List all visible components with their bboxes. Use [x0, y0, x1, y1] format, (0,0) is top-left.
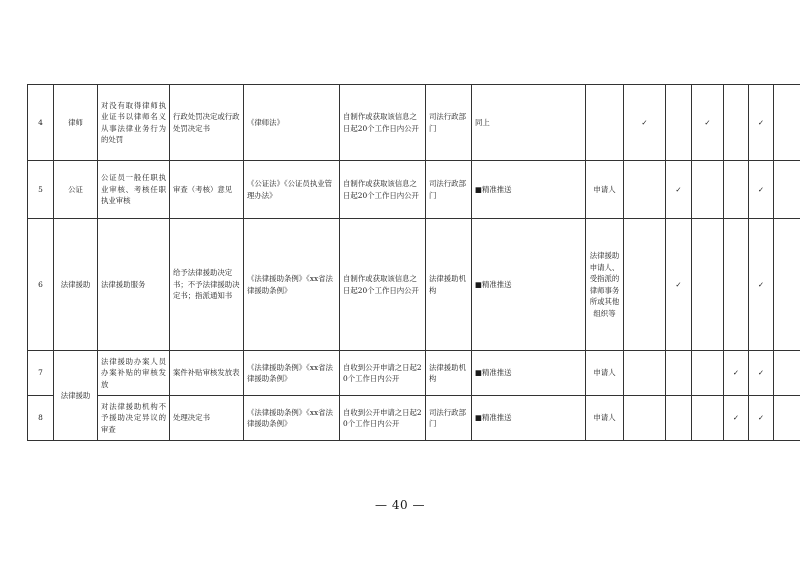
- item-cell: 对法律援助机构不予援助决定异议的审查: [98, 396, 170, 441]
- check-mark: ✓: [749, 85, 774, 161]
- check-mark: [624, 161, 666, 219]
- check-mark: ✓: [724, 396, 749, 441]
- table-row: [28, 219, 800, 351]
- basis-cell: 行政处罚决定或行政处罚决定书: [170, 85, 244, 161]
- check-mark: [774, 351, 800, 396]
- check-mark: ✓: [749, 351, 774, 396]
- target-cell: 申请人: [586, 161, 624, 219]
- row-number: 6: [28, 219, 54, 351]
- period-cell: 自制作或获取该信息之日起20个工作日内公开: [340, 161, 426, 219]
- period-cell: 自制作或获取该信息之日起20个工作日内公开: [340, 85, 426, 161]
- check-mark: [774, 85, 800, 161]
- row-number: 4: [28, 85, 54, 161]
- basis-cell: 案件补贴审核发放表: [170, 351, 244, 396]
- page-number: — 40 —: [375, 498, 425, 512]
- category-cell: 公证: [54, 161, 98, 219]
- target-cell: [586, 85, 624, 161]
- method-cell: ■精准推送: [472, 396, 586, 441]
- unit-cell: 法律援助机构: [426, 351, 472, 396]
- unit-cell: 司法行政部门: [426, 161, 472, 219]
- check-mark: [692, 219, 724, 351]
- unit-cell: 司法行政部门: [426, 85, 472, 161]
- table-row: [28, 396, 800, 441]
- check-mark: ✓: [749, 219, 774, 351]
- period-cell: 自收到公开申请之日起20个工作日内公开: [340, 396, 426, 441]
- basis-cell: 给予法律援助决定书；不予法律援助决定书；指派通知书: [170, 219, 244, 351]
- row-number: 7: [28, 351, 54, 396]
- check-mark: [724, 161, 749, 219]
- row-number: 5: [28, 161, 54, 219]
- item-cell: 法律援助办案人员办案补贴的审核发放: [98, 351, 170, 396]
- check-mark: ✓: [749, 396, 774, 441]
- item-cell: 对没有取得律师执业证书以律师名义从事法律业务行为的处罚: [98, 85, 170, 161]
- basis-cell: 审查（考核）意见: [170, 161, 244, 219]
- check-mark: [624, 219, 666, 351]
- check-mark: [724, 219, 749, 351]
- law-cell: 《律师法》: [244, 85, 340, 161]
- merged-category-cell: 法律援助: [54, 351, 98, 441]
- period-cell: 自制作或获取该信息之日起20个工作日内公开: [340, 219, 426, 351]
- law-cell: 《法律援助条例》《xx省法律援助条例》: [244, 219, 340, 351]
- unit-cell: 司法行政部门: [426, 396, 472, 441]
- item-cell: 法律援助服务: [98, 219, 170, 351]
- check-mark: ✓: [724, 351, 749, 396]
- law-cell: 《法律援助条例》《xx省法律援助条例》: [244, 396, 340, 441]
- check-mark: [624, 351, 666, 396]
- check-mark: [774, 396, 800, 441]
- law-cell: 《公证法》《公证员执业管理办法》: [244, 161, 340, 219]
- check-mark: [666, 85, 692, 161]
- table-row: [28, 161, 800, 219]
- check-mark: ✓: [666, 161, 692, 219]
- check-mark: [666, 396, 692, 441]
- method-cell: ■精准推送: [472, 351, 586, 396]
- check-mark: ✓: [624, 85, 666, 161]
- target-cell: 申请人: [586, 396, 624, 441]
- method-cell: ■精准推送: [472, 219, 586, 351]
- unit-cell: 法律援助机构: [426, 219, 472, 351]
- check-mark: [692, 351, 724, 396]
- table-row: [28, 85, 800, 161]
- target-cell: 法律援助申请人、受指派的律师事务所或其他组织等: [586, 219, 624, 351]
- check-mark: [666, 351, 692, 396]
- check-mark: [774, 161, 800, 219]
- check-mark: [692, 396, 724, 441]
- check-mark: ✓: [749, 161, 774, 219]
- check-mark: [624, 396, 666, 441]
- period-cell: 自收到公开申请之日起20个工作日内公开: [340, 351, 426, 396]
- check-mark: [692, 161, 724, 219]
- method-cell: ■精准推送: [472, 161, 586, 219]
- category-cell: 法律援助: [54, 219, 98, 351]
- target-cell: 申请人: [586, 351, 624, 396]
- check-mark: ✓: [666, 219, 692, 351]
- check-mark: [724, 85, 749, 161]
- method-cell: 同上: [472, 85, 586, 161]
- category-cell: 律师: [54, 85, 98, 161]
- check-mark: [774, 219, 800, 351]
- item-cell: 公证员一般任职执业审核、考核任职执业审核: [98, 161, 170, 219]
- basis-cell: 处理决定书: [170, 396, 244, 441]
- law-cell: 《法律援助条例》《xx省法律援助条例》: [244, 351, 340, 396]
- table-row: [28, 351, 800, 396]
- check-mark: ✓: [692, 85, 724, 161]
- row-number: 8: [28, 396, 54, 441]
- disclosure-table: [27, 84, 800, 441]
